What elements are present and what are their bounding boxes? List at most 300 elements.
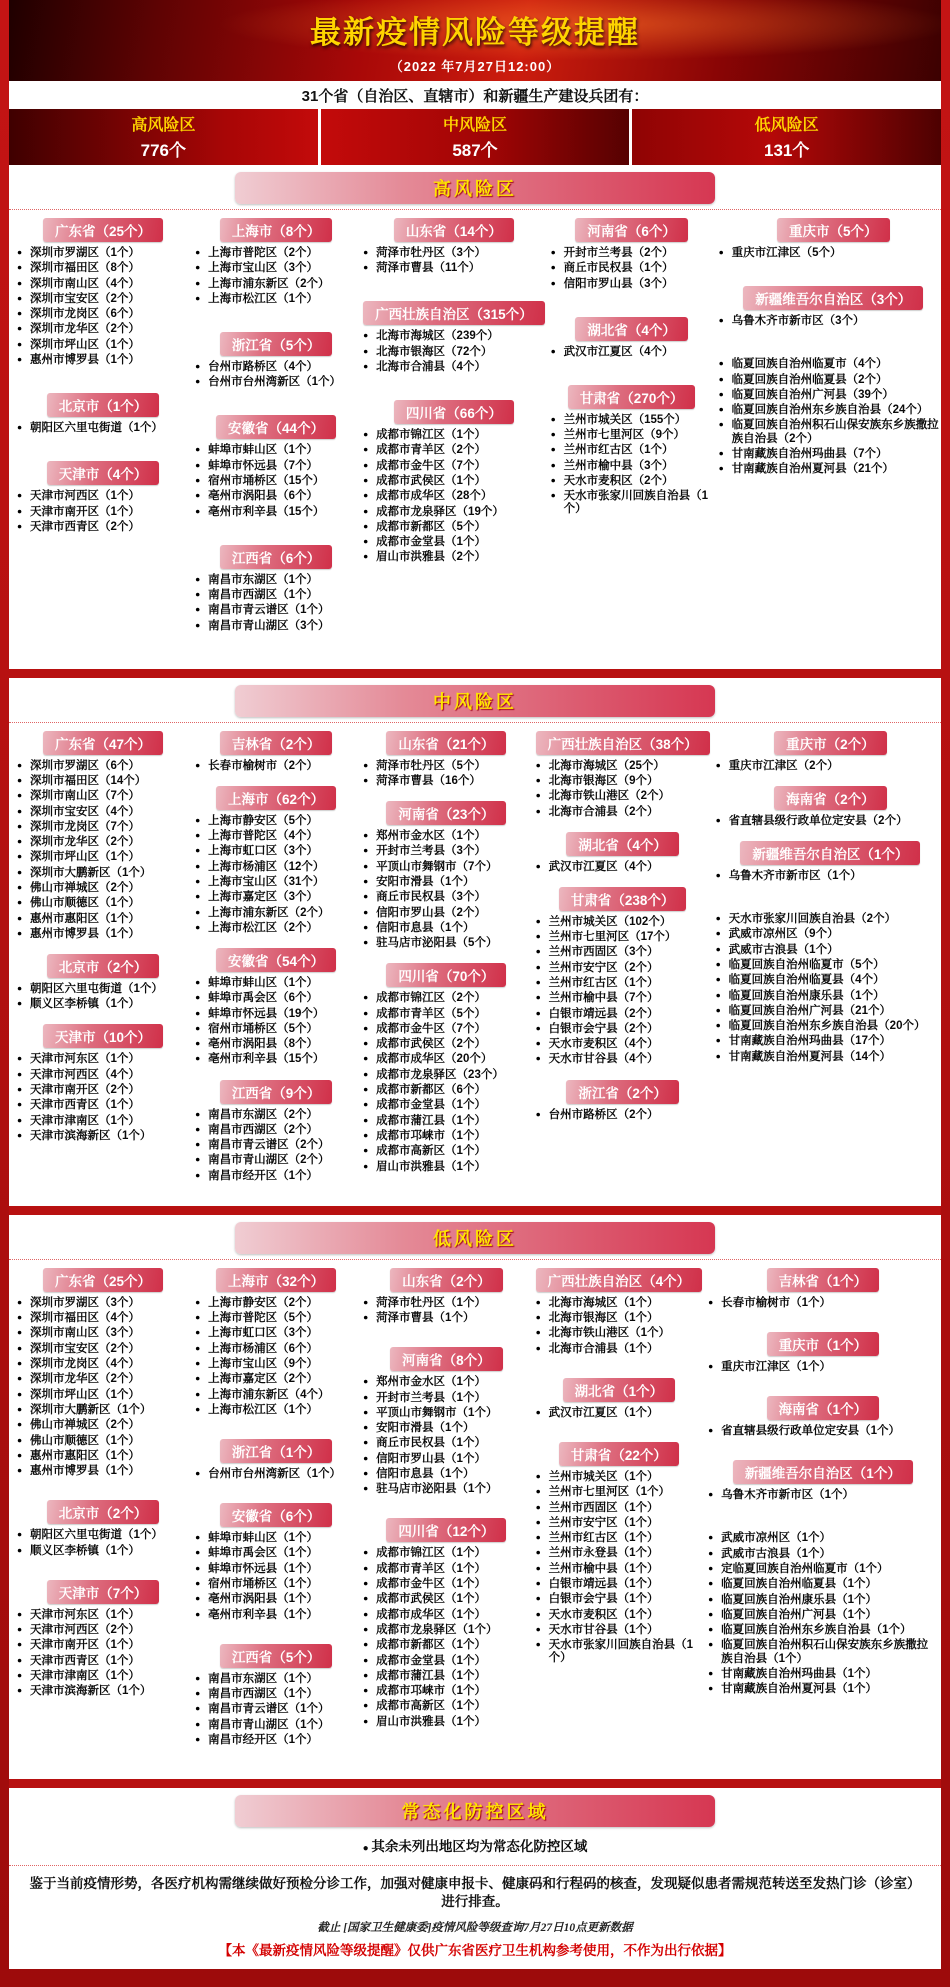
area-list bbox=[17, 422, 189, 435]
area-list-item: ● 武威市古浪县（1个） bbox=[716, 944, 945, 957]
area-list-item: ● 南昌市东湖区（2个） bbox=[195, 1109, 357, 1122]
area-list-item: ● 蚌埠市禹会区（1个） bbox=[195, 1547, 357, 1560]
section-body-high bbox=[9, 209, 941, 669]
province-header: 浙江省（5个） bbox=[220, 332, 333, 356]
area-list-item: ● 郑州市金水区（1个） bbox=[363, 830, 530, 843]
area-list bbox=[195, 574, 357, 633]
section-column-2 bbox=[195, 731, 363, 1196]
province-header: 新疆维吾尔自治区（1个） bbox=[733, 1460, 913, 1484]
area-list-item: ● 上海市静安区（5个） bbox=[195, 815, 357, 828]
area-list-item: ● 上海市宝山区（3个） bbox=[195, 262, 357, 275]
area-list-item: ● 天津市河西区（4个） bbox=[17, 1069, 189, 1082]
province-header: 浙江省（1个） bbox=[220, 1439, 333, 1463]
province-header: 广东省（47个） bbox=[43, 731, 163, 755]
poster-content bbox=[9, 0, 941, 1969]
area-list bbox=[719, 247, 948, 260]
section-column-3 bbox=[363, 731, 536, 1196]
area-list bbox=[708, 1532, 937, 1696]
province-group bbox=[17, 218, 189, 367]
area-list-item: ● 成都市蒲江县（1个） bbox=[363, 1670, 530, 1683]
area-list-item: ● 成都市龙泉驿区（19个） bbox=[363, 506, 545, 519]
area-list bbox=[17, 1297, 189, 1478]
area-list bbox=[536, 760, 710, 819]
area-list bbox=[195, 1532, 357, 1622]
footer-update-line: 截止 [国家卫生健康委]疫情风险等级查询7月27日10点更新数据 bbox=[317, 1921, 633, 1934]
area-list-item: ● 成都市新都区（6个） bbox=[363, 1084, 530, 1097]
section-column-4 bbox=[536, 731, 716, 1196]
area-list bbox=[536, 1407, 703, 1420]
area-list-item: ● 菏泽市牡丹区（5个） bbox=[363, 760, 530, 773]
area-list-item: ● 深圳市坪山区（1个） bbox=[17, 339, 189, 352]
area-list-item: ● 成都市金牛区（1个） bbox=[363, 1578, 530, 1591]
province-group bbox=[17, 954, 189, 1011]
stat-high-risk bbox=[9, 109, 318, 165]
province-group bbox=[17, 731, 189, 941]
province-header: 广西壮族自治区（4个） bbox=[536, 1268, 703, 1292]
province-header: 湖北省（1个） bbox=[563, 1378, 676, 1402]
area-list-item: ● 天水市麦积区（1个） bbox=[536, 1609, 703, 1622]
area-list-item: ● 白银市会宁县（2个） bbox=[536, 1023, 710, 1036]
area-list-item: ● 成都市成华区（20个） bbox=[363, 1053, 530, 1066]
area-list-item: ● 台州市路桥区（4个） bbox=[195, 361, 357, 374]
section-column-4 bbox=[536, 1268, 709, 1769]
province-group bbox=[195, 1503, 357, 1622]
province-group bbox=[195, 1644, 357, 1747]
province-group-continued bbox=[719, 358, 948, 476]
area-list-item: ● 宿州市埇桥区（5个） bbox=[195, 1023, 357, 1036]
stat-low-label: 低风险区 bbox=[754, 117, 819, 134]
area-list-item: ● 成都市龙泉驿区（23个） bbox=[363, 1069, 530, 1082]
area-list-item: ● 武威市古浪县（1个） bbox=[708, 1548, 937, 1561]
province-header: 安徽省（54个） bbox=[216, 948, 336, 972]
area-list-item: ● 临夏回族自治州广河县（39个） bbox=[719, 389, 948, 402]
area-list-item: ● 天津市津南区（1个） bbox=[17, 1115, 189, 1128]
province-header: 四川省（66个） bbox=[394, 400, 514, 424]
section-column-1 bbox=[17, 731, 195, 1196]
province-group-continued bbox=[708, 1532, 937, 1696]
area-list-item: ● 天津市西青区（2个） bbox=[17, 521, 189, 534]
area-list-item: ● 南昌市青云谱区（1个） bbox=[195, 1703, 357, 1716]
area-list-item: ● 上海市嘉定区（3个） bbox=[195, 891, 357, 904]
area-list-item: ● 信阳市息县（1个） bbox=[363, 1468, 530, 1481]
area-list-item: ● 天水市甘谷县（4个） bbox=[536, 1053, 710, 1066]
province-group bbox=[536, 832, 710, 874]
area-list-item: ● 蚌埠市怀远县（7个） bbox=[195, 460, 357, 473]
area-list-item: ● 武汉市江夏区（1个） bbox=[536, 1407, 703, 1420]
area-list-item: ● 上海市浦东新区（2个） bbox=[195, 907, 357, 920]
province-group bbox=[551, 218, 713, 291]
province-header: 重庆市（5个） bbox=[777, 218, 890, 242]
area-list-item: ● 成都市金牛区（7个） bbox=[363, 460, 545, 473]
area-list-item: ● 兰州市红古区（1个） bbox=[551, 444, 713, 457]
province-header: 上海市（8个） bbox=[220, 218, 333, 242]
area-list-item: ● 深圳市龙岗区（7个） bbox=[17, 821, 189, 834]
area-list bbox=[708, 1489, 937, 1502]
area-list-item: ● 天水市张家川回族自治县（2个） bbox=[716, 913, 945, 926]
area-list bbox=[536, 861, 710, 874]
area-list-item: ● 台州市台州湾新区（1个） bbox=[195, 376, 357, 389]
area-list-item: ● 甘南藏族自治州玛曲县（1个） bbox=[708, 1668, 937, 1681]
area-list bbox=[719, 358, 948, 476]
area-list bbox=[536, 1471, 703, 1665]
province-group bbox=[363, 218, 545, 275]
area-list-item: ● 成都市武侯区（1个） bbox=[363, 1593, 530, 1606]
area-list bbox=[708, 1425, 937, 1438]
province-group bbox=[17, 1500, 189, 1557]
province-group bbox=[363, 801, 530, 950]
area-list-item: ● 白银市靖远县（1个） bbox=[536, 1578, 703, 1591]
area-list-item: ● 甘南藏族自治州玛曲县（7个） bbox=[719, 448, 948, 461]
area-list bbox=[195, 1297, 357, 1417]
area-list-item: ● 朝阳区六里屯街道（1个） bbox=[17, 1529, 189, 1542]
area-list-item: ● 天津市津南区（1个） bbox=[17, 1670, 189, 1683]
province-header: 天津市（10个） bbox=[43, 1024, 163, 1048]
area-list-item: ● 临夏回族自治州东乡族自治县（20个） bbox=[716, 1020, 945, 1033]
area-list-item: ● 成都市新都区（1个） bbox=[363, 1639, 530, 1652]
area-list bbox=[716, 760, 945, 773]
area-list-item: ● 上海市普陀区（4个） bbox=[195, 830, 357, 843]
area-list-item: ● 北海市海城区（25个） bbox=[536, 760, 710, 773]
area-list-item: ● 成都市锦江区（2个） bbox=[363, 992, 530, 1005]
area-list-item: ● 佛山市禅城区（2个） bbox=[17, 882, 189, 895]
area-list-item: ● 成都市金牛区（7个） bbox=[363, 1023, 530, 1036]
province-header: 北京市（2个） bbox=[47, 1500, 160, 1524]
province-header: 山东省（21个） bbox=[386, 731, 506, 755]
area-list-item: ● 天津市西青区（1个） bbox=[17, 1655, 189, 1668]
area-list-item: ● 上海市虹口区（3个） bbox=[195, 1327, 357, 1340]
area-list-item: ● 宿州市埇桥区（15个） bbox=[195, 475, 357, 488]
area-list-item: ● 乌鲁木齐市新市区（1个） bbox=[708, 1489, 937, 1502]
province-header: 甘肃省（22个） bbox=[559, 1442, 679, 1466]
area-list-item: ● 驻马店市泌阳县（1个） bbox=[363, 1483, 530, 1496]
area-list-item: ● 平顶山市舞钢市（1个） bbox=[363, 1407, 530, 1420]
province-group bbox=[536, 1080, 710, 1122]
area-list-item: ● 临夏回族自治州临夏县（2个） bbox=[719, 374, 948, 387]
area-list-item: ● 安阳市滑县（1个） bbox=[363, 1422, 530, 1435]
area-list-item: ● 武威市凉州区（1个） bbox=[708, 1532, 937, 1545]
footer bbox=[9, 1865, 941, 1964]
area-list-item: ● 天津市南开区（1个） bbox=[17, 506, 189, 519]
area-list-item: ● 亳州市利辛县（15个） bbox=[195, 1053, 357, 1066]
province-group bbox=[708, 1396, 937, 1438]
area-list-item: ● 北海市铁山港区（1个） bbox=[536, 1327, 703, 1340]
area-list-item: ● 成都市武侯区（2个） bbox=[363, 1038, 530, 1051]
area-list bbox=[363, 830, 530, 950]
area-list-item: ● 北海市合浦县（4个） bbox=[363, 361, 545, 374]
area-list-item: ● 北海市银海区（1个） bbox=[536, 1312, 703, 1325]
province-header: 江西省（6个） bbox=[220, 545, 333, 569]
area-list-item: ● 深圳市宝安区（2个） bbox=[17, 1343, 189, 1356]
province-group bbox=[17, 1268, 189, 1478]
area-list-item: ● 信阳市罗山县（2个） bbox=[363, 907, 530, 920]
province-group bbox=[195, 786, 357, 935]
area-list-item: ● 朝阳区六里屯街道（1个） bbox=[17, 422, 189, 435]
area-list-item: ● 南昌市西湖区（1个） bbox=[195, 589, 357, 602]
area-list-item: ● 定临夏回族自治州临夏市（1个） bbox=[708, 1563, 937, 1576]
area-list-item: ● 信阳市息县（1个） bbox=[363, 922, 530, 935]
area-list-item: ● 南昌市青山湖区（1个） bbox=[195, 1719, 357, 1732]
province-group bbox=[195, 218, 357, 306]
area-list-item: ● 天津市西青区（1个） bbox=[17, 1099, 189, 1112]
province-group-continued bbox=[716, 913, 945, 1064]
area-list-item: ● 南昌市经开区（1个） bbox=[195, 1734, 357, 1747]
area-list-item: ● 重庆市江津区（2个） bbox=[716, 760, 945, 773]
area-list-item: ● 深圳市福田区（8个） bbox=[17, 262, 189, 275]
province-header: 天津市（4个） bbox=[47, 461, 160, 485]
province-header: 四川省（70个） bbox=[386, 963, 506, 987]
province-header: 安徽省（6个） bbox=[220, 1503, 333, 1527]
province-group bbox=[195, 948, 357, 1067]
area-list bbox=[195, 247, 357, 306]
area-list-item: ● 菏泽市曹县（11个） bbox=[363, 262, 545, 275]
area-list-item: ● 临夏回族自治州康乐县（1个） bbox=[708, 1594, 937, 1607]
section-column-2 bbox=[195, 218, 363, 659]
section-band-label: 低风险区 bbox=[433, 1228, 517, 1249]
area-list-item: ● 深圳市南山区（7个） bbox=[17, 790, 189, 803]
area-list-item: ● 天津市河西区（2个） bbox=[17, 1624, 189, 1637]
area-list-item: ● 蚌埠市禹会区（6个） bbox=[195, 992, 357, 1005]
area-list-item: ● 信阳市罗山县（1个） bbox=[363, 1453, 530, 1466]
province-header: 江西省（9个） bbox=[220, 1080, 333, 1104]
area-list-item: ● 成都市成华区（1个） bbox=[363, 1609, 530, 1622]
area-list-item: ● 蚌埠市蚌山区（1个） bbox=[195, 977, 357, 990]
area-list-item: ● 商丘市民权县（1个） bbox=[551, 262, 713, 275]
province-header: 安徽省（44个） bbox=[216, 415, 336, 439]
area-list-item: ● 成都市金堂县（1个） bbox=[363, 536, 545, 549]
normalized-control-section bbox=[9, 1779, 941, 1968]
province-group bbox=[551, 317, 713, 359]
province-group bbox=[536, 731, 710, 819]
area-list bbox=[363, 429, 545, 564]
area-list-item: ● 成都市新都区（5个） bbox=[363, 521, 545, 534]
area-list-item: ● 成都市青羊区（5个） bbox=[363, 1008, 530, 1021]
header-subtitle: 31个省（自治区、直辖市）和新疆生产建设兵团有： bbox=[9, 81, 941, 109]
area-list-item: ● 上海市浦东新区（2个） bbox=[195, 278, 357, 291]
area-list-item: ● 亳州市利辛县（15个） bbox=[195, 506, 357, 519]
area-list-item: ● 深圳市宝安区（2个） bbox=[17, 293, 189, 306]
area-list-item: ● 成都市锦江区（1个） bbox=[363, 429, 545, 442]
area-list-item: ● 上海市静安区（2个） bbox=[195, 1297, 357, 1310]
area-list-item: ● 乌鲁木齐市新市区（1个） bbox=[716, 870, 945, 883]
province-group bbox=[17, 461, 189, 534]
area-list-item: ● 临夏回族自治州临夏县（4个） bbox=[716, 974, 945, 987]
area-list bbox=[195, 760, 357, 773]
stat-high-count: 776个 bbox=[140, 141, 187, 160]
area-list-item: ● 兰州市永登县（1个） bbox=[536, 1547, 703, 1560]
area-list bbox=[551, 414, 713, 517]
header-datetime: （2022 年7月27日12:00） bbox=[389, 59, 561, 74]
area-list-item: ● 佛山市禅城区（2个） bbox=[17, 1419, 189, 1432]
area-list-item: ● 成都市邛崃市（1个） bbox=[363, 1130, 530, 1143]
section-band-high bbox=[235, 172, 715, 204]
province-group bbox=[363, 731, 530, 788]
risk-section-low bbox=[9, 1206, 941, 1779]
area-list-item: ● 成都市锦江区（1个） bbox=[363, 1547, 530, 1560]
province-header: 河南省（23个） bbox=[386, 801, 506, 825]
area-list-item: ● 兰州市安宁区（2个） bbox=[536, 962, 710, 975]
area-list bbox=[536, 1297, 703, 1356]
area-list-item: ● 惠州市博罗县（1个） bbox=[17, 1465, 189, 1478]
area-list-item: ● 亳州市涡阳县（8个） bbox=[195, 1038, 357, 1051]
area-list-item: ● 亳州市利辛县（1个） bbox=[195, 1609, 357, 1622]
area-list bbox=[195, 444, 357, 518]
province-header: 北京市（1个） bbox=[47, 393, 160, 417]
area-list-item: ● 朝阳区六里屯街道（1个） bbox=[17, 983, 189, 996]
area-list-item: ● 临夏回族自治州东乡族自治县（1个） bbox=[708, 1624, 937, 1637]
area-list-item: ● 菏泽市牡丹区（3个） bbox=[363, 247, 545, 260]
area-list-item: ● 武汉市江夏区（4个） bbox=[536, 861, 710, 874]
area-list-item: ● 天津市滨海新区（1个） bbox=[17, 1130, 189, 1143]
area-list bbox=[551, 346, 713, 359]
area-list-item: ● 上海市杨浦区（12个） bbox=[195, 861, 357, 874]
province-group bbox=[536, 887, 710, 1067]
area-list-item: ● 长春市榆树市（2个） bbox=[195, 760, 357, 773]
area-list-item: ● 眉山市洪雅县（1个） bbox=[363, 1716, 530, 1729]
province-group bbox=[363, 301, 545, 374]
area-list-item: ● 顺义区李桥镇（1个） bbox=[17, 1545, 189, 1558]
area-list-item: ● 成都市金堂县（1个） bbox=[363, 1655, 530, 1668]
area-list-item: ● 天津市河东区（1个） bbox=[17, 1609, 189, 1622]
area-list bbox=[17, 1529, 189, 1557]
area-list-item: ● 开封市兰考县（3个） bbox=[363, 845, 530, 858]
province-group bbox=[17, 393, 189, 435]
area-list-item: ● 南昌市青云谱区（1个） bbox=[195, 604, 357, 617]
province-header: 四川省（12个） bbox=[386, 1518, 506, 1542]
area-list bbox=[17, 1609, 189, 1699]
area-list-item: ● 深圳市龙岗区（6个） bbox=[17, 308, 189, 321]
province-group bbox=[363, 400, 545, 564]
area-list-item: ● 北海市铁山港区（2个） bbox=[536, 790, 710, 803]
province-group bbox=[195, 1268, 357, 1417]
area-list-item: ● 成都市金堂县（1个） bbox=[363, 1099, 530, 1112]
stat-medium-risk bbox=[321, 109, 630, 165]
normalized-note: ● 其余未列出地区均为常态化防控区域 bbox=[9, 1835, 941, 1855]
area-list-item: ● 白银市会宁县（1个） bbox=[536, 1593, 703, 1606]
area-list-item: ● 深圳市龙岗区（4个） bbox=[17, 1358, 189, 1371]
province-header: 重庆市（1个） bbox=[767, 1332, 880, 1356]
section-body-medium bbox=[9, 722, 941, 1206]
stat-high-label: 高风险区 bbox=[131, 117, 196, 134]
stat-medium-label: 中风险区 bbox=[443, 117, 508, 134]
province-header: 新疆维吾尔自治区（1个） bbox=[740, 841, 920, 865]
area-list-item: ● 兰州市城关区（1个） bbox=[536, 1471, 703, 1484]
area-list-item: ● 南昌市西湖区（2个） bbox=[195, 1124, 357, 1137]
area-list-item: ● 上海市普陀区（2个） bbox=[195, 247, 357, 260]
area-list-item: ● 成都市龙泉驿区（1个） bbox=[363, 1624, 530, 1637]
area-list bbox=[716, 870, 945, 883]
section-band-low bbox=[235, 1222, 715, 1254]
section-body-low bbox=[9, 1259, 941, 1779]
province-header: 河南省（6个） bbox=[575, 218, 688, 242]
province-group bbox=[195, 415, 357, 518]
area-list bbox=[551, 247, 713, 291]
area-list-item: ● 天津市南开区（1个） bbox=[17, 1639, 189, 1652]
province-group bbox=[536, 1268, 703, 1356]
area-list-item: ● 平顶山市舞钢市（7个） bbox=[363, 861, 530, 874]
province-header: 山东省（2个） bbox=[390, 1268, 503, 1292]
area-list-item: ● 北海市合浦县（1个） bbox=[536, 1343, 703, 1356]
area-list bbox=[17, 1053, 189, 1143]
area-list-item: ● 北海市海城区（239个） bbox=[363, 330, 545, 343]
area-list-item: ● 菏泽市曹县（16个） bbox=[363, 775, 530, 788]
area-list bbox=[716, 913, 945, 1064]
area-list bbox=[17, 760, 189, 941]
area-list-item: ● 上海市宝山区（9个） bbox=[195, 1358, 357, 1371]
area-list-item: ● 南昌市青云谱区（2个） bbox=[195, 1139, 357, 1152]
area-list-item: ● 省直辖县级行政单位定安县（1个） bbox=[708, 1425, 937, 1438]
area-list-item: ● 甘南藏族自治州夏河县（14个） bbox=[716, 1051, 945, 1064]
section-column-3 bbox=[363, 1268, 536, 1769]
risk-sections bbox=[9, 172, 941, 1779]
area-list-item: ● 眉山市洪雅县（1个） bbox=[363, 1161, 530, 1174]
area-list-item: ● 天津市河西区（1个） bbox=[17, 490, 189, 503]
area-list-item: ● 兰州市西固区（1个） bbox=[536, 1502, 703, 1515]
province-header: 甘肃省（238个） bbox=[559, 887, 687, 911]
area-list-item: ● 上海市浦东新区（4个） bbox=[195, 1389, 357, 1402]
area-list-item: ● 深圳市罗湖区（3个） bbox=[17, 1297, 189, 1310]
area-list-item: ● 成都市成华区（28个） bbox=[363, 490, 545, 503]
province-group bbox=[716, 731, 945, 773]
area-list-item: ● 惠州市惠阳区（1个） bbox=[17, 913, 189, 926]
area-list-item: ● 深圳市龙华区（2个） bbox=[17, 1373, 189, 1386]
area-list bbox=[17, 490, 189, 534]
footer-advice-line: 鉴于当前疫情形势，各医疗机构需继续做好预检分诊工作，加强对健康申报卡、健康码和行程码的核查，发现疑似患者需规范转送至发热门诊（诊室）进行排查。 bbox=[29, 1876, 921, 1910]
province-header: 吉林省（2个） bbox=[220, 731, 333, 755]
risk-section-medium bbox=[9, 669, 941, 1206]
stat-medium-count: 587个 bbox=[452, 141, 498, 160]
area-list-item: ● 深圳市罗湖区（6个） bbox=[17, 760, 189, 773]
province-header: 广东省（25个） bbox=[43, 1268, 163, 1292]
area-list-item: ● 成都市青羊区（2个） bbox=[363, 444, 545, 457]
province-header: 河南省（8个） bbox=[390, 1347, 503, 1371]
area-list-item: ● 蚌埠市怀远县（19个） bbox=[195, 1008, 357, 1021]
province-header: 广东省（25个） bbox=[43, 218, 163, 242]
area-list-item: ● 台州市台州湾新区（1个） bbox=[195, 1468, 357, 1481]
area-list-item: ● 天水市甘谷县（1个） bbox=[536, 1624, 703, 1637]
area-list bbox=[195, 361, 357, 389]
area-list-item: ● 成都市邛崃市（1个） bbox=[363, 1685, 530, 1698]
area-list-item: ● 临夏回族自治州康乐县（1个） bbox=[716, 990, 945, 1003]
province-group bbox=[363, 1347, 530, 1496]
area-list-item: ● 兰州市七里河区（17个） bbox=[536, 931, 710, 944]
section-column-5 bbox=[716, 731, 947, 1196]
area-list bbox=[719, 315, 948, 328]
area-list-item: ● 深圳市宝安区（4个） bbox=[17, 806, 189, 819]
area-list-item: ● 成都市高新区（1个） bbox=[363, 1145, 530, 1158]
area-list-item: ● 信阳市罗山县（3个） bbox=[551, 278, 713, 291]
area-list-item: ● 天水市麦积区（4个） bbox=[536, 1038, 710, 1051]
area-list bbox=[363, 1376, 530, 1496]
area-list-item: ● 深圳市罗湖区（1个） bbox=[17, 247, 189, 260]
area-list-item: ● 菏泽市牡丹区（1个） bbox=[363, 1297, 530, 1310]
area-list-item: ● 南昌市经开区（1个） bbox=[195, 1170, 357, 1183]
area-list-item: ● 兰州市安宁区（1个） bbox=[536, 1517, 703, 1530]
section-column-1 bbox=[17, 1268, 195, 1769]
area-list-item: ● 临夏回族自治州积石山保安族东乡族撒拉族自治县（1个） bbox=[708, 1639, 937, 1665]
area-list-item: ● 临夏回族自治州积石山保安族东乡族撒拉族自治县（2个） bbox=[719, 419, 948, 445]
area-list bbox=[708, 1297, 937, 1310]
section-column-1 bbox=[17, 218, 195, 659]
area-list-item: ● 临夏回族自治州东乡族自治县（24个） bbox=[719, 404, 948, 417]
area-list-item: ● 省直辖县级行政单位定安县（2个） bbox=[716, 815, 945, 828]
area-list-item: ● 重庆市江津区（5个） bbox=[719, 247, 948, 260]
province-group bbox=[363, 1268, 530, 1325]
area-list bbox=[195, 1468, 357, 1481]
area-list-item: ● 兰州市城关区（102个） bbox=[536, 916, 710, 929]
area-list-item: ● 上海市宝山区（31个） bbox=[195, 876, 357, 889]
area-list-item: ● 驻马店市泌阳县（5个） bbox=[363, 937, 530, 950]
area-list-item: ● 上海市松江区（1个） bbox=[195, 1404, 357, 1417]
